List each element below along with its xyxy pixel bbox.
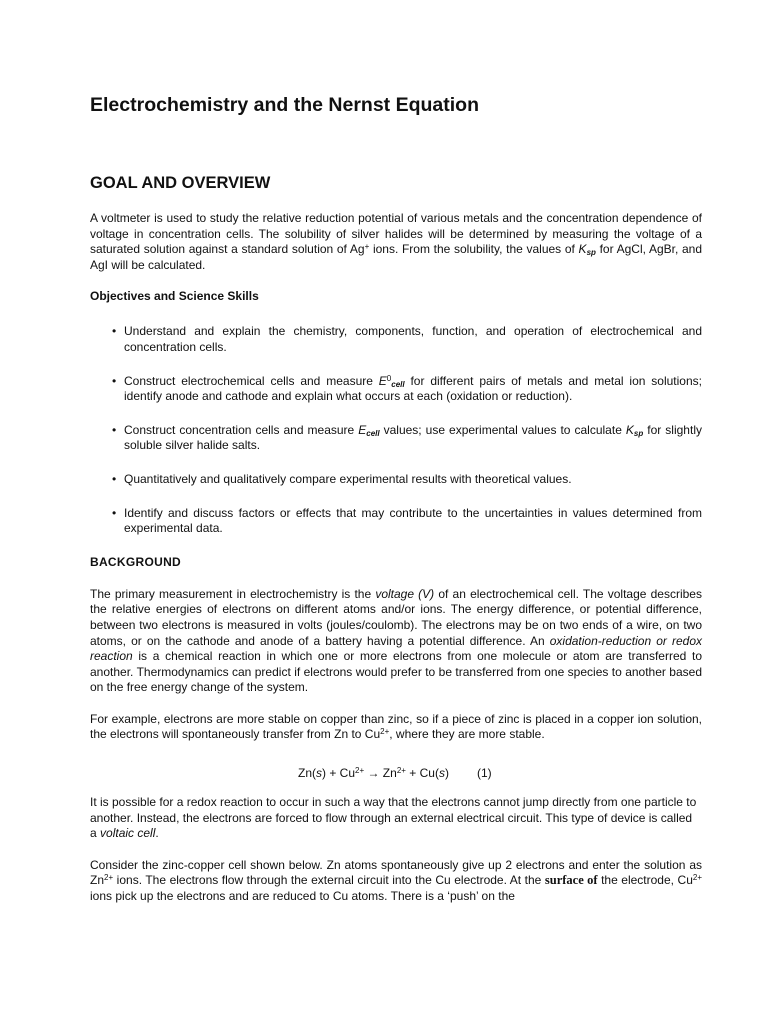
example-paragraph: For example, electrons are more stable on copper than zinc, so if a piece of zinc is placed in a copper ion solution, the electrons will spontaneously transfer from Zn to $Cu^{2+}$, where they are more stable.	[90, 711, 702, 742]
bullet-icon: •	[112, 373, 117, 388]
equation-number: (1)	[476, 766, 492, 781]
zinc-copper-paragraph: Consider the zinc-copper cell shown below. Zn atoms spontaneously give up 2 electrons and enter the solution as $Zn^{2+}$ ions. The electrons flow through the external circuit into the Cu electrode. At the surface of the electrode, $Cu^{2+}$ ions pick up the electrons and are reduced to Cu atoms. There is a ‘push’ on the	[90, 857, 702, 904]
objective-item: • Understand and explain the chemistry, components, function, and operation of electrochemical and concentration cells.	[112, 324, 702, 354]
background-heading: BACKGROUND	[90, 554, 181, 569]
objective-item: • Construct concentration cells and measure $E_{cell}$ values; use experimental values to calculate $K_{sp}$ for slightly soluble silver halide salts.	[112, 422, 702, 453]
voltaic-paragraph: It is possible for a redox reaction to occur in such a way that the electrons cannot jump directly from one particle to another. Instead, the electrons are forced to flow through an external electrical circuit. This type of device is called a voltaic cell.	[90, 795, 697, 841]
document-content	[90, 92, 702, 905]
goal-heading: GOAL AND OVERVIEW	[90, 174, 271, 192]
reaction-equation: $Zn(s) + Cu^{2+} \to Zn^{2+} + Cu(s)$ (1)	[298, 766, 492, 781]
objective-item: • Construct electrochemical cells and measure $E^0_{cell}$ for different pairs of metals and metal ion solutions; identify anode and cathode and explain what occurs at each (oxidation or reduction).	[112, 373, 702, 404]
objectives-heading: Objectives and Science Skills	[90, 289, 259, 304]
bullet-icon: •	[112, 471, 117, 486]
intro-paragraph: A voltmeter is used to study the relative reduction potential of various metals and the concentration dependence of voltage in concentration cells. The solubility of silver halides will be determined by measuring the voltage of a saturated solution against a standard solution of Ag+ ions. From the solubility, the values of $K_{sp}$ for AgCl, AgBr, and AgI will be calculated.	[90, 211, 703, 272]
document-title: Electrochemistry and the Nernst Equation	[90, 94, 480, 116]
background-paragraph: The primary measurement in electrochemistry is the voltage (V) of an electrochemical cell. The voltage describes the relative energies of electrons on different atoms and/or ions. The energy difference, or potential difference, between two electrons is measured in volts (joules/coulomb). The electrons may be on two ends of a wire, on two atoms, or on the cathode and anode of a battery having a potential difference. An oxidation-reduction or redox reaction is a chemical reaction in which one or more electrons from one molecule or atom are transferred to another. Thermodynamics can predict if electrons would prefer to be transferred from one species to another based on the free energy change of the system.	[90, 586, 702, 695]
objectives-list	[90, 324, 702, 536]
bullet-icon: •	[112, 505, 117, 520]
bullet-icon: •	[112, 324, 117, 339]
objective-item: • Identify and discuss factors or effects that may contribute to the uncertainties in values determined from experimental data.	[112, 505, 702, 536]
bullet-icon: •	[112, 422, 117, 437]
objective-item: • Quantitatively and qualitatively compare experimental results with theoretical values.	[112, 471, 572, 486]
